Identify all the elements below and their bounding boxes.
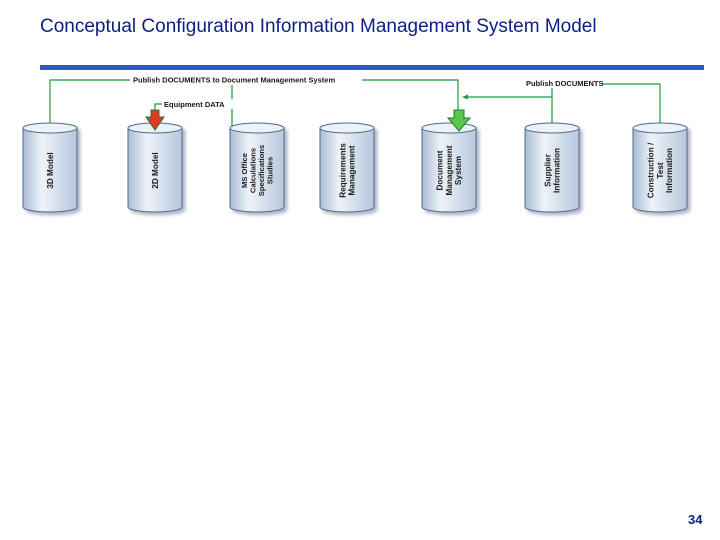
database-label-line: Information [665, 147, 675, 194]
database-label-line: Management [444, 145, 454, 196]
database-3d-model [23, 123, 77, 212]
cylinder-top [525, 123, 579, 133]
cylinder-top [320, 123, 374, 133]
connector-publish-documents [466, 84, 660, 128]
database-label-line: Information [552, 147, 562, 194]
connector-label-equipment-data: Equipment DATA [164, 100, 225, 109]
database-label [338, 143, 356, 198]
cylinder-top [633, 123, 687, 133]
database-label [151, 152, 160, 188]
database-construction-test-information [633, 123, 687, 212]
page-number: 34 [688, 512, 703, 527]
database-label-line: Document [435, 150, 445, 191]
database-label-line: Management [347, 145, 357, 196]
database-label-line: Test [655, 162, 665, 179]
database-ms-office [230, 123, 284, 212]
database-2d-model [128, 123, 182, 212]
connector-label-publish-to-dms: Publish DOCUMENTS to Document Management System [133, 75, 336, 85]
database-label-line: Construction / [646, 142, 656, 199]
database-label-line: MS Office [239, 152, 249, 189]
database-label-line: 3D Model [45, 152, 55, 189]
cylinder-top [422, 123, 476, 133]
database-row [23, 123, 687, 212]
arrowhead-icon [462, 95, 468, 100]
cylinder-top [230, 123, 284, 133]
database-document-management-system [422, 123, 476, 212]
database-label-line: Calculations [248, 147, 258, 194]
database-label [46, 152, 55, 188]
database-label-line: Specifications [256, 144, 266, 197]
database-label-line: Supplier [543, 154, 553, 187]
page-title: Conceptual Configuration Information Management System Model [40, 16, 597, 37]
connector-publish-to-dms [50, 80, 458, 128]
database-label-line: Studies [265, 156, 275, 185]
connector-label-publish-documents: Publish DOCUMENTS [526, 79, 604, 88]
cylinder-top [23, 123, 77, 133]
database-label-line: System [454, 155, 464, 186]
database-label-line: 2D Model [150, 152, 160, 189]
database-supplier-information [525, 123, 579, 212]
top-divider-bar [40, 65, 704, 70]
database-label [543, 148, 561, 193]
database-label-line: Requirements [338, 143, 348, 198]
database-requirements-management [320, 123, 374, 212]
